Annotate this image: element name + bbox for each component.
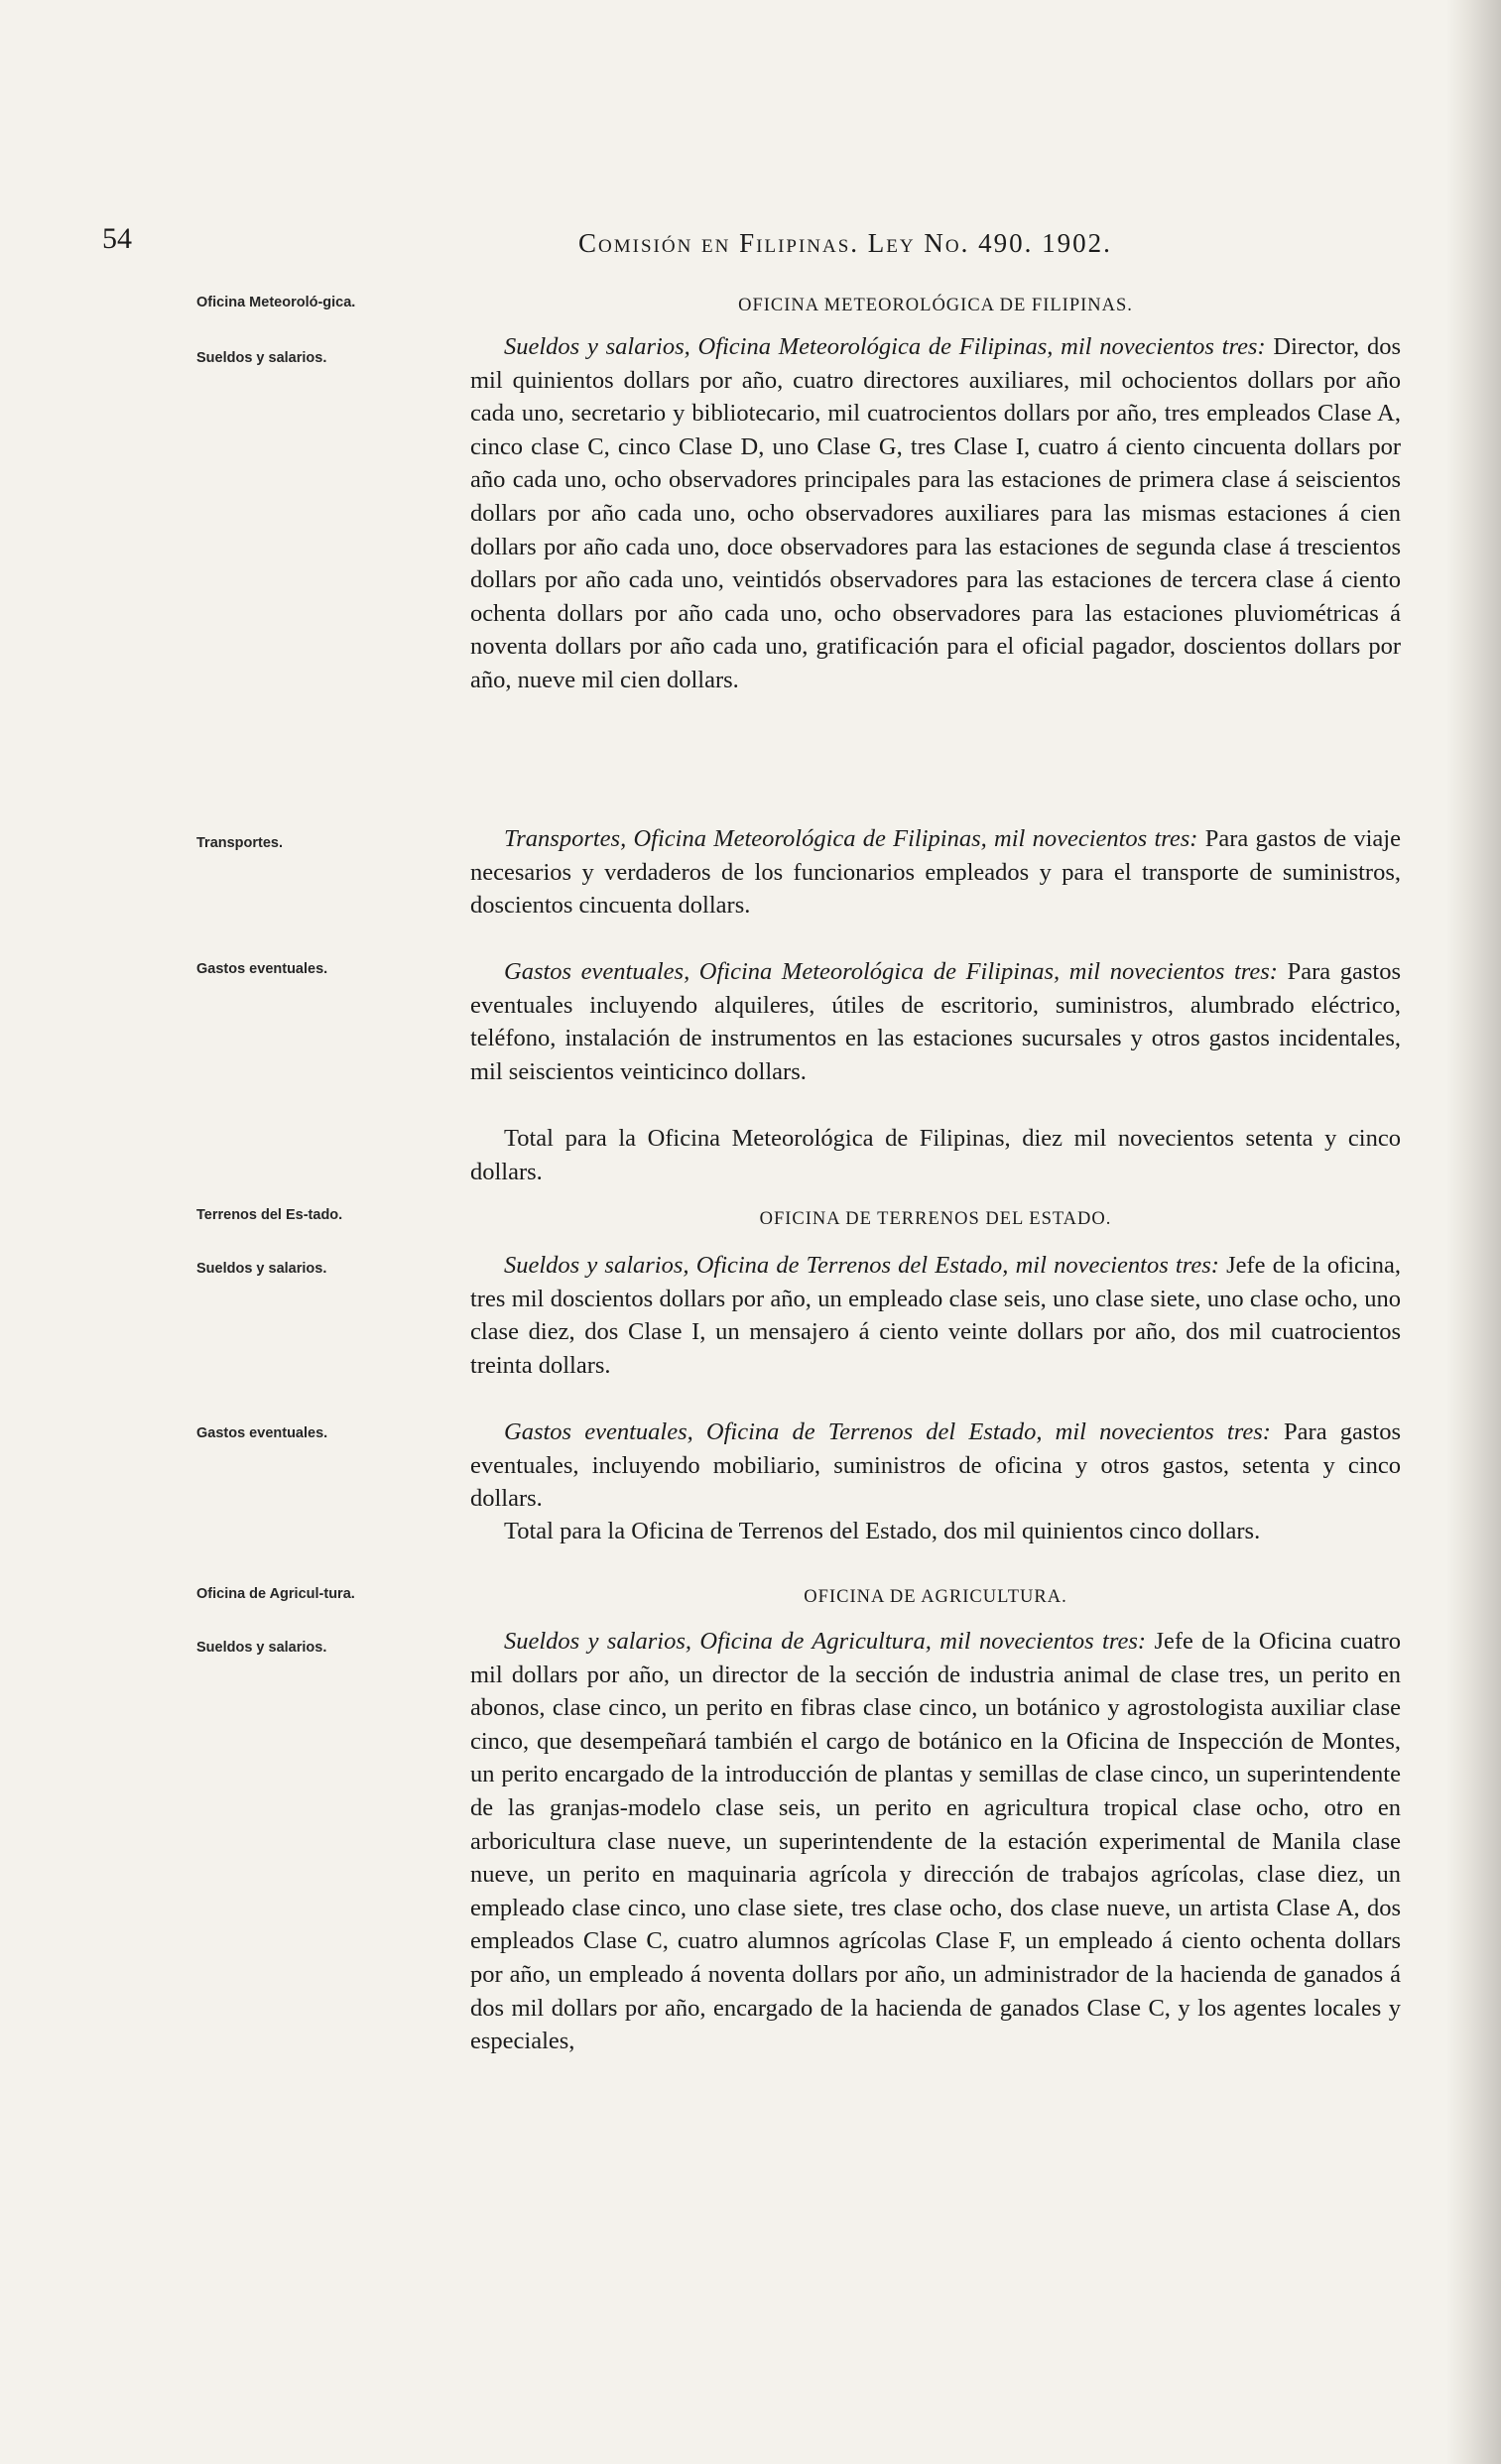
sidenote-oficina-meteorologica: Oficina Meteoroló-gica.	[196, 295, 356, 310]
paragraph-gastos-terrenos	[470, 1416, 1401, 1516]
paragraph-body: Jefe de la Oficina cuatro mil dollars por año, un director de la sección de industria animal de clase tres, un perito en abonos, clase cinco, un perito en fibras clase cinco, un botánico y agrostologista auxiliar clase cinco, que desempeñará también el cargo de botánico en la Oficina de Inspección de Montes, un perito encargado de la introducción de plantas y semillas de clase cinco, un superintendente de las granjas-modelo clase seis, un perito en agricultura tropical clase ocho, otro en arboricultura clase nueve, un superintendente de la estación experimental de Manila clase nueve, un perito en maquinaria agrícola y dirección de trabajos agrícolas, clase diez, un empleado clase cinco, uno clase siete, tres clase ocho, dos clase nueve, un artista Clase A, dos empleados Clase C, cuatro alumnos agrícolas Clase F, un empleado á ciento ochenta dollars por año, un empleado á noventa dollars por año, un administrador de la hacienda de ganados á dos mil dollars por año, encargado de la hacienda de ganados Clase C, y los agentes locales y especiales,	[470, 1628, 1401, 2055]
page-edge-shadow	[1446, 0, 1501, 2464]
paragraph-body: Para gastos eventuales, incluyendo mobiliario, suministros de oficina y otros gastos, setenta y cinco dollars.	[470, 1418, 1401, 1513]
page-number: 54	[102, 222, 132, 255]
sidenote-sueldos-3: Sueldos y salarios.	[196, 1640, 327, 1656]
sidenote-agricultura: Oficina de Agricul-tura.	[196, 1586, 355, 1602]
paragraph-sueldos-terrenos	[470, 1249, 1401, 1382]
sidenote-transportes: Transportes.	[196, 835, 284, 851]
paragraph-body: Para gastos eventuales incluyendo alquileres, útiles de escritorio, suministros, alumbrado eléctrico, teléfono, instalación de instrumentos en las estaciones sucursales y otros gastos incidentales, mil seiscientos veinticinco dollars.	[470, 958, 1401, 1085]
paragraph-sueldos-meteorologica	[470, 330, 1401, 697]
paragraph-lead: Gastos eventuales, Oficina Meteorológica de Filipinas, mil novecientos tres:	[504, 958, 1278, 985]
section-heading-terrenos: OFICINA DE TERRENOS DEL ESTADO.	[759, 1209, 1112, 1229]
paragraph-total-meteorologica: Total para la Oficina Meteorológica de Filipinas, diez mil novecientos setenta y cinco dollars.	[470, 1125, 1401, 1185]
section-heading-meteorologica: OFICINA METEOROLÓGICA DE FILIPINAS.	[738, 296, 1133, 315]
sidenote-gastos-1: Gastos eventuales.	[196, 961, 328, 977]
paragraph-lead: Sueldos y salarios, Oficina de Terrenos del Estado, mil novecientos tres:	[504, 1252, 1219, 1279]
sidenote-terrenos: Terrenos del Es-tado.	[196, 1207, 343, 1223]
paragraph-body: Para gastos de viaje necesarios y verdaderos de los funcionarios empleados y para el transporte de suministros, doscientos cincuenta dollars.	[470, 825, 1401, 920]
section-heading-agricultura: OFICINA DE AGRICULTURA.	[804, 1587, 1067, 1607]
paragraph-lead: Gastos eventuales, Oficina de Terrenos del Estado, mil novecientos tres:	[504, 1418, 1271, 1445]
paragraph-total-terrenos: Total para la Oficina de Terrenos del Estado, dos mil quinientos cinco dollars.	[504, 1518, 1261, 1544]
paragraph-lead: Sueldos y salarios, Oficina de Agricultura, mil novecientos tres:	[504, 1628, 1147, 1655]
paragraph-body: Jefe de la oficina, tres mil doscientos dollars por año, un empleado clase seis, uno clase siete, uno clase ocho, uno clase diez, dos Clase I, un mensajero á ciento veinte dollars por año, dos mil cuatrocientos treinta dollars.	[470, 1252, 1401, 1379]
sidenote-sueldos-2: Sueldos y salarios.	[196, 1261, 327, 1277]
sidenote-sueldos-1: Sueldos y salarios.	[196, 350, 327, 366]
paragraph-transportes-meteorologica	[470, 822, 1401, 923]
paragraph-sueldos-agricultura	[470, 1625, 1401, 2058]
running-head: Comisión en Filipinas. Ley No. 490. 1902.	[578, 228, 1112, 258]
paragraph-lead: Sueldos y salarios, Oficina Meteorológica de Filipinas, mil novecientos tres:	[504, 333, 1266, 360]
paragraph-gastos-meteorologica	[470, 955, 1401, 1088]
paragraph-lead: Transportes, Oficina Meteorológica de Filipinas, mil novecientos tres:	[504, 825, 1198, 852]
paragraph-body: Director, dos mil quinientos dollars por año, cuatro directores auxiliares, mil ochocientos dollars por año cada uno, secretario y bibliotecario, mil cuatrocientos dollars por año, tres empleados Clase A, cinco clase C, cinco Clase D, uno Clase G, tres Clase I, cuatro á ciento cincuenta dollars por año cada uno, ocho observadores principales para las estaciones de primera clase á seiscientos dollars por año cada uno, ocho observadores auxiliares para las mismas estaciones á cien dollars por año cada uno, doce observadores para las estaciones de segunda clase á trescientos dollars por año cada uno, veintidós observadores para las estaciones de tercera clase á ciento ochenta dollars por año cada uno, ocho observadores para las estaciones pluviométricas á noventa dollars por año cada uno, gratificación para el oficial pagador, doscientos dollars por año, nueve mil cien dollars.	[470, 333, 1401, 693]
sidenote-gastos-2: Gastos eventuales.	[196, 1425, 328, 1441]
